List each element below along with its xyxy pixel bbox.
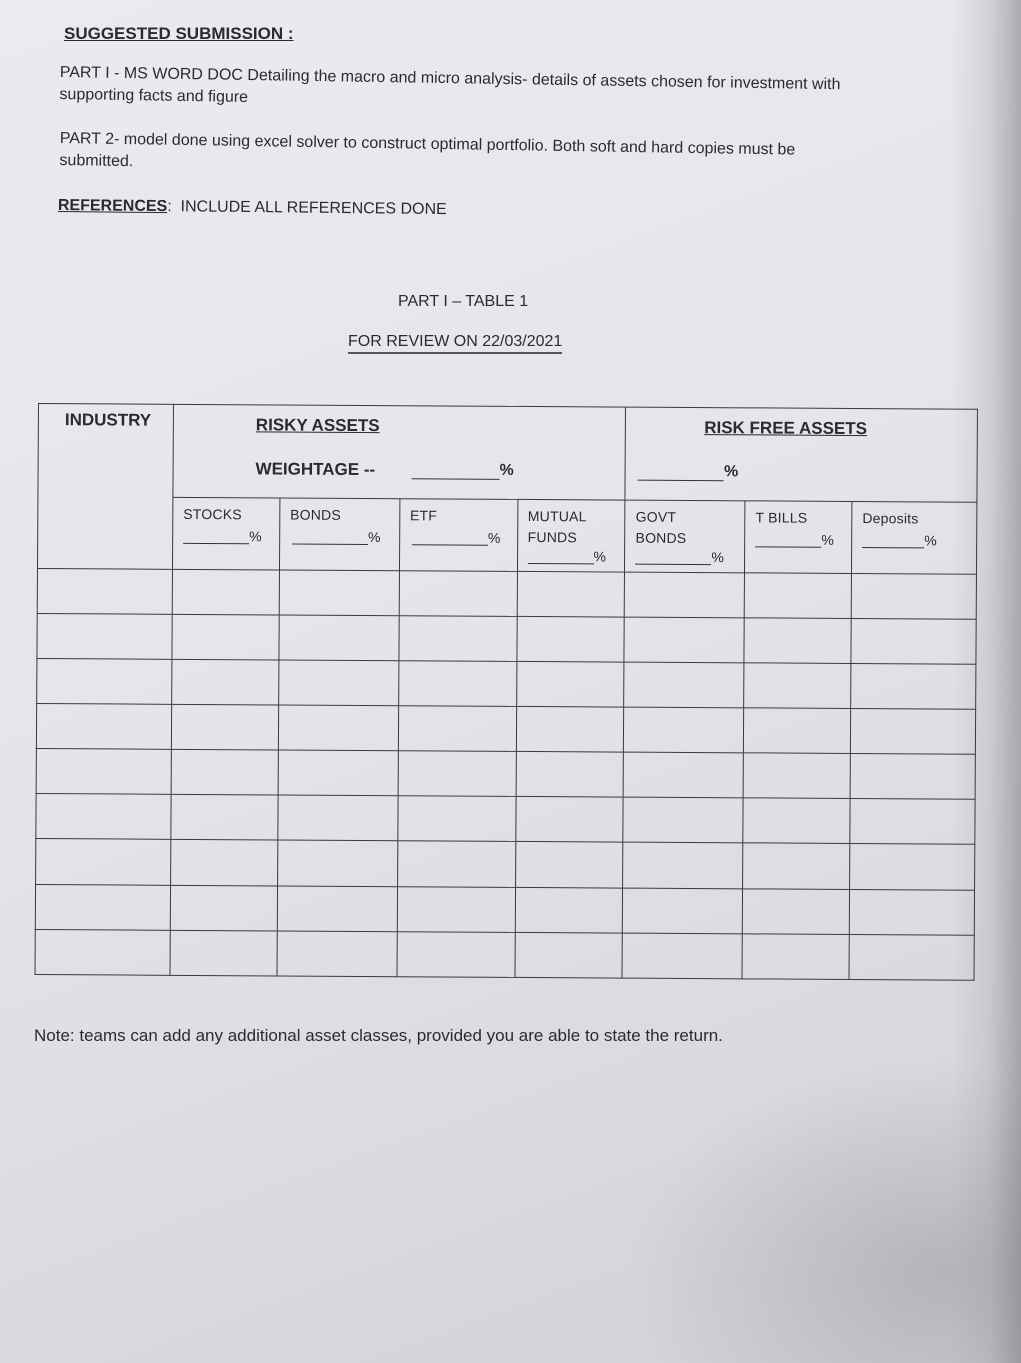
etf-weight-blank[interactable] xyxy=(412,545,488,546)
mutual-funds-weight-blank[interactable] xyxy=(528,563,594,564)
t-bills-percent: % xyxy=(821,532,834,549)
table-cell[interactable] xyxy=(850,844,975,890)
table-cell[interactable] xyxy=(278,705,398,751)
column-bonds-label: BONDS xyxy=(290,506,341,524)
table-cell[interactable] xyxy=(516,661,624,707)
risky-assets-header xyxy=(173,404,626,500)
table-cell[interactable] xyxy=(851,573,976,619)
table-cell[interactable] xyxy=(743,753,850,799)
table-cell[interactable] xyxy=(398,706,516,752)
table-cell[interactable] xyxy=(397,886,515,932)
table-cell[interactable] xyxy=(625,572,745,618)
table-cell[interactable] xyxy=(35,929,170,975)
etf-percent: % xyxy=(487,530,501,547)
column-etf-label: ETF xyxy=(409,507,438,524)
table-cell[interactable] xyxy=(398,661,516,707)
table-cell[interactable] xyxy=(398,796,516,842)
table-cell[interactable] xyxy=(171,840,278,886)
table-row xyxy=(37,613,976,664)
risk-free-assets-title: RISK FREE ASSETS xyxy=(704,418,868,439)
table-cell[interactable] xyxy=(399,570,517,616)
bonds-weight-blank[interactable] xyxy=(292,544,368,545)
industry-header: INDUSTRY xyxy=(37,404,173,569)
column-govt-bonds-label xyxy=(635,507,686,549)
table-cell[interactable] xyxy=(742,934,849,980)
column-mutual-funds xyxy=(517,500,625,572)
table-cell[interactable] xyxy=(516,706,624,752)
table-cell[interactable] xyxy=(849,934,974,980)
table-row xyxy=(36,704,975,755)
table-cell[interactable] xyxy=(849,889,974,935)
deposits-weight-blank[interactable] xyxy=(862,547,924,548)
table-cell[interactable] xyxy=(516,752,624,798)
column-t-bills-label: T BILLS xyxy=(755,509,808,527)
table-cell[interactable] xyxy=(743,798,850,844)
govt-label-line2: BONDS xyxy=(635,529,687,547)
table-cell[interactable] xyxy=(624,707,744,753)
risk-free-weightage-percent: % xyxy=(723,463,739,481)
table-cell[interactable] xyxy=(515,797,623,843)
table-cell[interactable] xyxy=(515,932,623,978)
t-bills-weight-field[interactable] xyxy=(755,532,834,548)
table-cell[interactable] xyxy=(515,842,623,888)
table-cell[interactable] xyxy=(278,795,398,841)
photo-shadow xyxy=(620,1060,1021,1363)
etf-weight-field[interactable] xyxy=(412,530,501,547)
table-row xyxy=(35,929,974,980)
table-cell[interactable] xyxy=(172,569,279,615)
mutual-label-line2: FUNDS xyxy=(527,529,577,546)
table-cell[interactable] xyxy=(623,752,743,798)
table-row xyxy=(37,658,976,709)
table-cell[interactable] xyxy=(36,749,171,795)
table-cell[interactable] xyxy=(850,799,975,845)
table-cell[interactable] xyxy=(279,615,399,661)
govt-bonds-weight-field[interactable] xyxy=(635,549,724,566)
risky-assets-title: RISKY ASSETS xyxy=(255,415,380,436)
table-cell[interactable] xyxy=(279,570,399,616)
deposits-percent: % xyxy=(924,532,937,549)
table-cell[interactable] xyxy=(517,571,625,617)
table-cell[interactable] xyxy=(398,751,516,797)
part-1-text: PART I - MS WORD DOC Detailing the macro and micro analysis- details of assets chosen for investment with supporting facts and figure xyxy=(59,63,841,106)
bonds-weight-field[interactable] xyxy=(292,529,381,546)
table-cell[interactable] xyxy=(851,618,976,664)
table-cell[interactable] xyxy=(170,885,277,931)
table-cell[interactable] xyxy=(624,662,744,708)
column-bonds xyxy=(279,498,399,570)
note-text: Note: teams can add any additional asset classes, provided you are able to state the return. xyxy=(34,1026,723,1045)
table-cell[interactable] xyxy=(277,886,397,932)
table-cell[interactable] xyxy=(397,931,515,977)
submission-heading: SUGGESTED SUBMISSION : xyxy=(64,24,294,43)
table-cell[interactable] xyxy=(397,841,515,887)
table-cell[interactable] xyxy=(623,888,743,934)
table-cell[interactable] xyxy=(171,749,278,795)
govt-bonds-percent: % xyxy=(711,549,724,566)
table-cell[interactable] xyxy=(622,933,742,979)
table-cell[interactable] xyxy=(744,572,851,618)
risky-weightage-blank[interactable] xyxy=(412,460,500,480)
risk-free-weightage-blank[interactable] xyxy=(638,462,724,482)
table-cell[interactable] xyxy=(37,658,172,704)
table-cell[interactable] xyxy=(171,704,278,750)
mutual-funds-weight-field[interactable] xyxy=(528,548,607,564)
stocks-weight-blank[interactable] xyxy=(183,543,249,544)
stocks-weight-field[interactable] xyxy=(183,528,262,544)
table-cell[interactable] xyxy=(744,708,851,754)
column-mutual-funds-label xyxy=(528,506,587,548)
table-cell[interactable] xyxy=(36,794,171,840)
table-cell[interactable] xyxy=(624,617,744,663)
table-cell[interactable] xyxy=(850,754,975,800)
references-colon: : xyxy=(167,198,172,216)
column-govt-bonds xyxy=(625,500,745,572)
mutual-funds-percent: % xyxy=(593,548,607,565)
govt-label-line1: GOVT xyxy=(635,508,677,526)
table-row xyxy=(36,794,975,845)
table-cell[interactable] xyxy=(850,708,975,754)
risky-weightage-percent: % xyxy=(499,461,514,479)
portfolio-table xyxy=(35,403,978,981)
table-row xyxy=(35,884,974,935)
table-cell[interactable] xyxy=(744,663,851,709)
bonds-percent: % xyxy=(367,529,381,546)
table-cell[interactable] xyxy=(36,839,171,885)
table-cell[interactable] xyxy=(37,568,172,614)
risk-free-assets-header xyxy=(625,407,977,502)
table-cell[interactable] xyxy=(278,660,398,706)
table-cell[interactable] xyxy=(516,616,624,662)
column-stocks xyxy=(172,498,279,570)
deposits-weight-field[interactable] xyxy=(862,532,937,548)
table-cell[interactable] xyxy=(744,618,851,664)
review-date: FOR REVIEW ON 22/03/2021 xyxy=(348,333,562,354)
weightage-label: WEIGHTAGE -- xyxy=(255,459,376,480)
table-cell[interactable] xyxy=(742,888,849,934)
column-t-bills xyxy=(745,501,852,573)
govt-bonds-weight-blank[interactable] xyxy=(635,564,711,565)
table-cell[interactable] xyxy=(35,884,170,930)
table-cell[interactable] xyxy=(36,704,171,750)
table-cell[interactable] xyxy=(170,930,277,976)
stocks-percent: % xyxy=(249,528,262,545)
table-cell[interactable] xyxy=(172,614,279,660)
t-bills-weight-blank[interactable] xyxy=(755,547,821,548)
column-etf xyxy=(399,499,517,571)
table-cell[interactable] xyxy=(37,613,172,659)
table-cell[interactable] xyxy=(171,795,278,841)
table-row xyxy=(36,839,975,890)
table-cell[interactable] xyxy=(277,840,397,886)
table-row xyxy=(37,568,976,619)
table-title: PART I – TABLE 1 xyxy=(398,293,529,310)
risk-free-weightage-field[interactable] xyxy=(638,462,738,482)
table-cell[interactable] xyxy=(623,843,743,889)
table-cell[interactable] xyxy=(399,615,517,661)
references-line xyxy=(58,197,447,219)
table-cell[interactable] xyxy=(278,750,398,796)
column-stocks-label: STOCKS xyxy=(183,506,242,523)
table-cell[interactable] xyxy=(851,663,976,709)
table-row xyxy=(36,749,975,800)
references-label: REFERENCES xyxy=(57,197,168,216)
references-text: INCLUDE ALL REFERENCES DONE xyxy=(180,198,447,219)
table-cell[interactable] xyxy=(623,797,743,843)
risky-weightage-field[interactable] xyxy=(412,460,514,480)
table-cell[interactable] xyxy=(277,931,397,977)
part-2-text: PART 2- model done using excel solver to construct optimal portfolio. Both soft and hard copies must be submitted. xyxy=(59,129,796,171)
column-deposits-label: Deposits xyxy=(862,510,919,527)
mutual-label-line1: MUTUAL xyxy=(527,508,587,525)
table-cell[interactable] xyxy=(515,887,623,933)
table-cell[interactable] xyxy=(172,659,279,705)
table-cell[interactable] xyxy=(743,843,850,889)
column-deposits xyxy=(852,502,977,574)
